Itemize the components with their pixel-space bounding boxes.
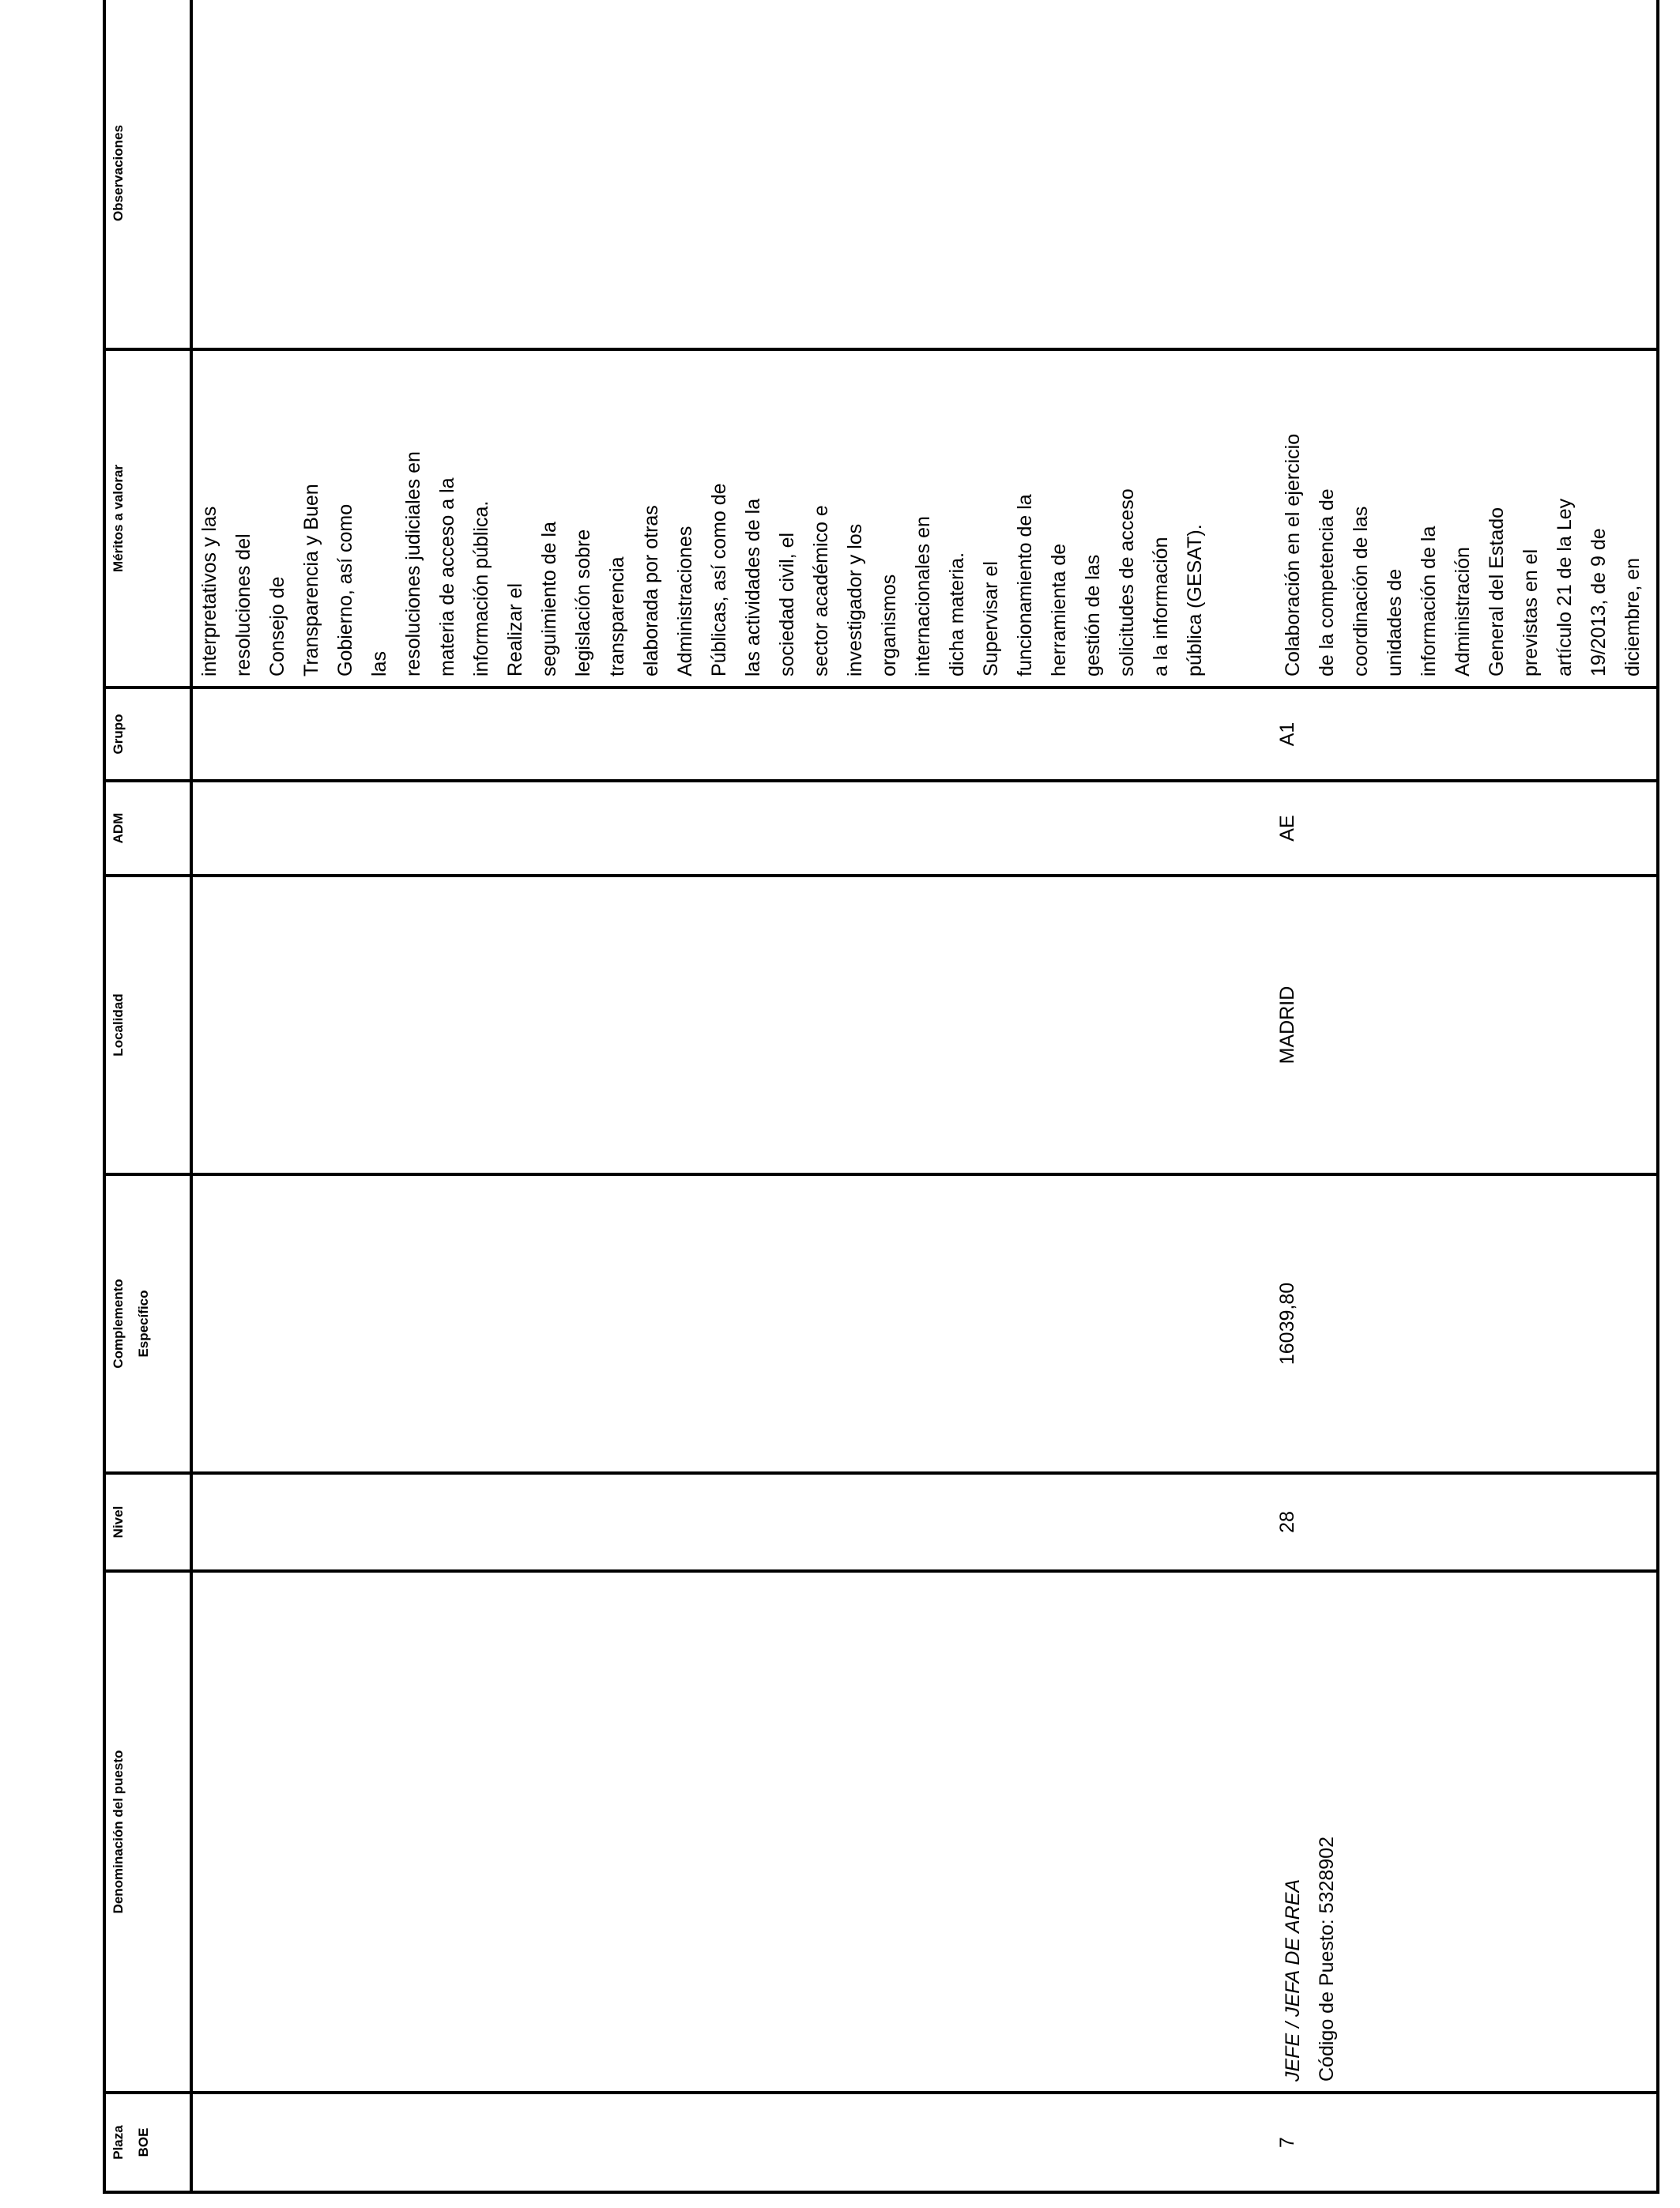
cell-adm (191, 781, 1658, 876)
localidad-value: MADRID (1276, 985, 1298, 1064)
complemento-value: 16039,80 (1276, 1282, 1298, 1366)
header-plaza-boe (104, 2093, 191, 2192)
header-grupo (104, 688, 191, 781)
header-denominacion-text: Denominación del puesto (111, 1750, 126, 1914)
header-nivel (104, 1473, 191, 1571)
header-observaciones-text: Observaciones (111, 125, 126, 221)
header-complemento (104, 1174, 191, 1473)
meritos-text: Colaboración en el ejercicio de la competencia de coordinación de las unidades de información de la Administración General del Estado previstas en el artículo 21 de la Ley 19/2013, de 9 de diciembre, en (1282, 433, 1644, 676)
header-localidad (104, 876, 191, 1174)
header-adm-text: ADM (111, 812, 126, 844)
header-nivel-text: Nivel (111, 1505, 126, 1539)
cell-localidad (191, 876, 1658, 1174)
header-meritos-text: Méritos a valorar (111, 464, 126, 573)
cell-nivel (191, 1473, 1658, 1571)
cell-complemento (191, 1174, 1658, 1473)
header-adm (104, 781, 191, 876)
table-row (191, 0, 1658, 2192)
meritos-continuation-text: interpretativos y las resoluciones del Consejo de Transparencia y Buen Gobierno, así como las resoluciones judiciales en materia de acceso a la información pública. Realizar el seguimiento de la legislación sobre transparencia elaborada por otras Administraciones Públicas, así como de las actividades de la sociedad civil, el sector académico e investigador y los organismos internacionales en dicha materia. Supervisar el funcionamiento de la herramienta de gestión de las solicitudes de acceso a la información pública (GESAT). (198, 451, 1206, 676)
header-observaciones (104, 0, 191, 349)
header-meritos (104, 349, 191, 688)
cell-meritos (191, 349, 1658, 688)
header-localidad-text: Localidad (111, 993, 126, 1057)
header-grupo-text: Grupo (111, 714, 126, 755)
header-plaza-boe-text: Plaza BOE (111, 2125, 152, 2160)
positions-table (103, 0, 1659, 2194)
cell-observaciones (191, 0, 1658, 349)
rotated-table-wrapper (103, 14, 1659, 2208)
header-denominacion (104, 1571, 191, 2093)
cell-denominacion (191, 1571, 1658, 2093)
denominacion-code: Código de Puesto: 5328902 (1316, 1837, 1338, 2082)
adm-value: AE (1276, 815, 1298, 842)
plaza-boe-value: 7 (1276, 2137, 1298, 2148)
grupo-value: A1 (1276, 722, 1298, 747)
cell-plaza-boe (191, 2093, 1658, 2192)
cell-grupo (191, 688, 1658, 781)
denominacion-block (1276, 1837, 1344, 2082)
observaciones-value (193, 0, 199, 348)
nivel-value: 28 (1276, 1511, 1298, 1533)
header-row (104, 0, 191, 2192)
header-complemento-text: Complemento Específico (111, 1279, 152, 1369)
denominacion-title: JEFE / JEFA DE AREA (1282, 1878, 1304, 2082)
